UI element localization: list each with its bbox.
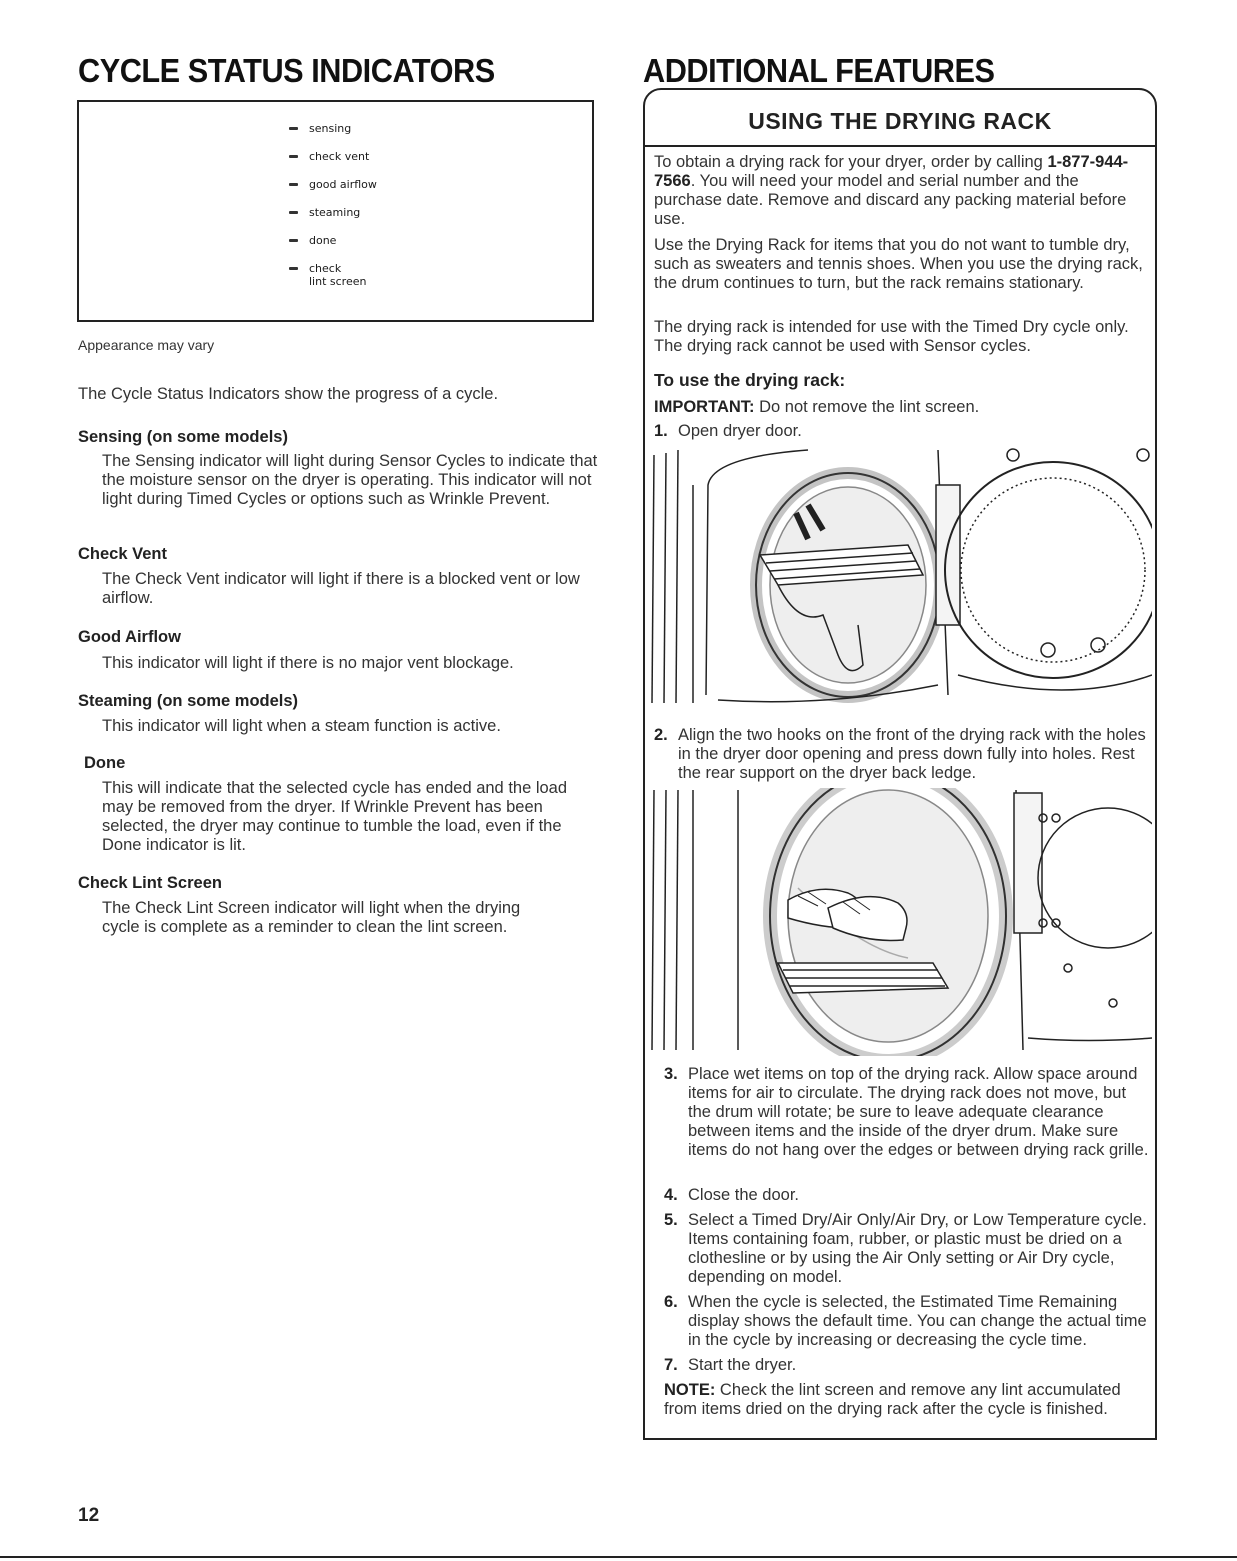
rack-order-paragraph: To obtain a drying rack for your dryer, order by calling 1-877-944-7566. You will need your model and serial number and the purchase date. Remove and discard any packing material before use. [654, 153, 1129, 228]
step-3: 3. Place wet items on top of the drying rack. Allow space around items for air to circulate. The drying rack does not move, but the drum will rotate; be sure to leave adequate clearance between items and the inside of the dryer drum. Make sure items do not hang over the edges or between drying rack grille. [664, 1065, 1149, 1159]
indicator-light-icon [289, 183, 298, 186]
section-title-sensing: Sensing (on some models) [78, 428, 288, 446]
section-text-steaming: This indicator will light when a steam function is active. [102, 717, 501, 735]
panel-title-divider [643, 145, 1157, 147]
section-text-sensing: The Sensing indicator will light during Sensor Cycles to indicate that the moisture sensor on the dryer is operating. This indicator will not light during Timed Cycles or options such as Wrinkle Prevent. [102, 452, 598, 508]
indicator-check-lint-screen: check lint screen [289, 262, 377, 288]
page-heading-cycle-status: CYCLE STATUS INDICATORS [78, 52, 495, 89]
open-dryer-door-illustration [648, 445, 1152, 707]
indicator-done: done [289, 234, 377, 247]
intro-text: The Cycle Status Indicators show the progress of a cycle. [78, 385, 499, 403]
section-title-good-airflow: Good Airflow [78, 628, 181, 646]
section-title-done: Done [84, 754, 126, 772]
final-note: NOTE: Check the lint screen and remove any lint accumulated from items dried on the drying rack after the cycle is finished. [664, 1381, 1121, 1418]
rack-cycle-paragraph: The drying rack is intended for use with the Timed Dry cycle only. The drying rack cannot be used with Sensor cycles. [654, 318, 1129, 355]
rack-installed-with-shoes-illustration [648, 788, 1152, 1056]
indicator-light-icon [289, 267, 298, 270]
step-1: 1. Open dryer door. [654, 422, 802, 440]
step-2: 2. Align the two hooks on the front of the drying rack with the holes in the dryer door opening and press down fully into holes. Rest the rear support on the dryer back ledge. [654, 726, 1146, 782]
section-title-check-lint-screen: Check Lint Screen [78, 874, 222, 892]
section-title-check-vent: Check Vent [78, 545, 167, 563]
panel-title: USING THE DRYING RACK [748, 108, 1052, 134]
important-note: IMPORTANT: Do not remove the lint screen. [654, 398, 980, 416]
indicator-panel-illustration [77, 100, 594, 322]
indicator-list [289, 122, 377, 303]
indicator-light-icon [289, 211, 298, 214]
rack-usage-paragraph: Use the Drying Rack for items that you do not want to tumble dry, such as sweaters and tennis shoes. When you use the drying rack, the drum continues to turn, but the rack remains stationary. [654, 236, 1143, 292]
indicator-light-icon [289, 155, 298, 158]
indicator-sensing: sensing [289, 122, 377, 135]
instructions-heading: To use the drying rack: [654, 370, 846, 390]
figure-caption: Appearance may vary [78, 337, 215, 353]
section-text-good-airflow: This indicator will light if there is no major vent blockage. [102, 654, 514, 672]
indicator-good-airflow: good airflow [289, 178, 377, 191]
section-title-steaming: Steaming (on some models) [78, 692, 299, 710]
step-4: 4. Close the door. [664, 1186, 799, 1204]
indicator-steaming: steaming [289, 206, 377, 219]
order-phone-number: 1-877-944-7566 [654, 153, 1129, 190]
page-heading-additional-features: ADDITIONAL FEATURES [643, 52, 995, 89]
section-text-check-lint-screen: The Check Lint Screen indicator will light when the drying cycle is complete as a reminder to clean the lint screen. [102, 899, 521, 936]
indicator-light-icon [289, 127, 298, 130]
page-number: 12 [78, 1505, 100, 1526]
step-7: 7. Start the dryer. [664, 1356, 797, 1374]
section-text-check-vent: The Check Vent indicator will light if there is a blocked vent or low airflow. [102, 570, 580, 607]
section-text-done: This will indicate that the selected cycle has ended and the load may be removed from the dryer. If Wrinkle Prevent has been selected, the dryer may continue to tumble the load, even if the Done indicator is lit. [102, 779, 568, 854]
step-5: 5. Select a Timed Dry/Air Only/Air Dry, or Low Temperature cycle. Items containing foam, rubber, or plastic must be dried on a clothesline or by using the Air Only setting or Air Dry cycle, depending on model. [664, 1211, 1147, 1286]
indicator-check-vent: check vent [289, 150, 377, 163]
step-6: 6. When the cycle is selected, the Estimated Time Remaining display shows the default time. You can change the actual time in the cycle by increasing or decreasing the cycle time. [664, 1293, 1147, 1349]
indicator-light-icon [289, 239, 298, 242]
page-bottom-rule [0, 1556, 1237, 1558]
